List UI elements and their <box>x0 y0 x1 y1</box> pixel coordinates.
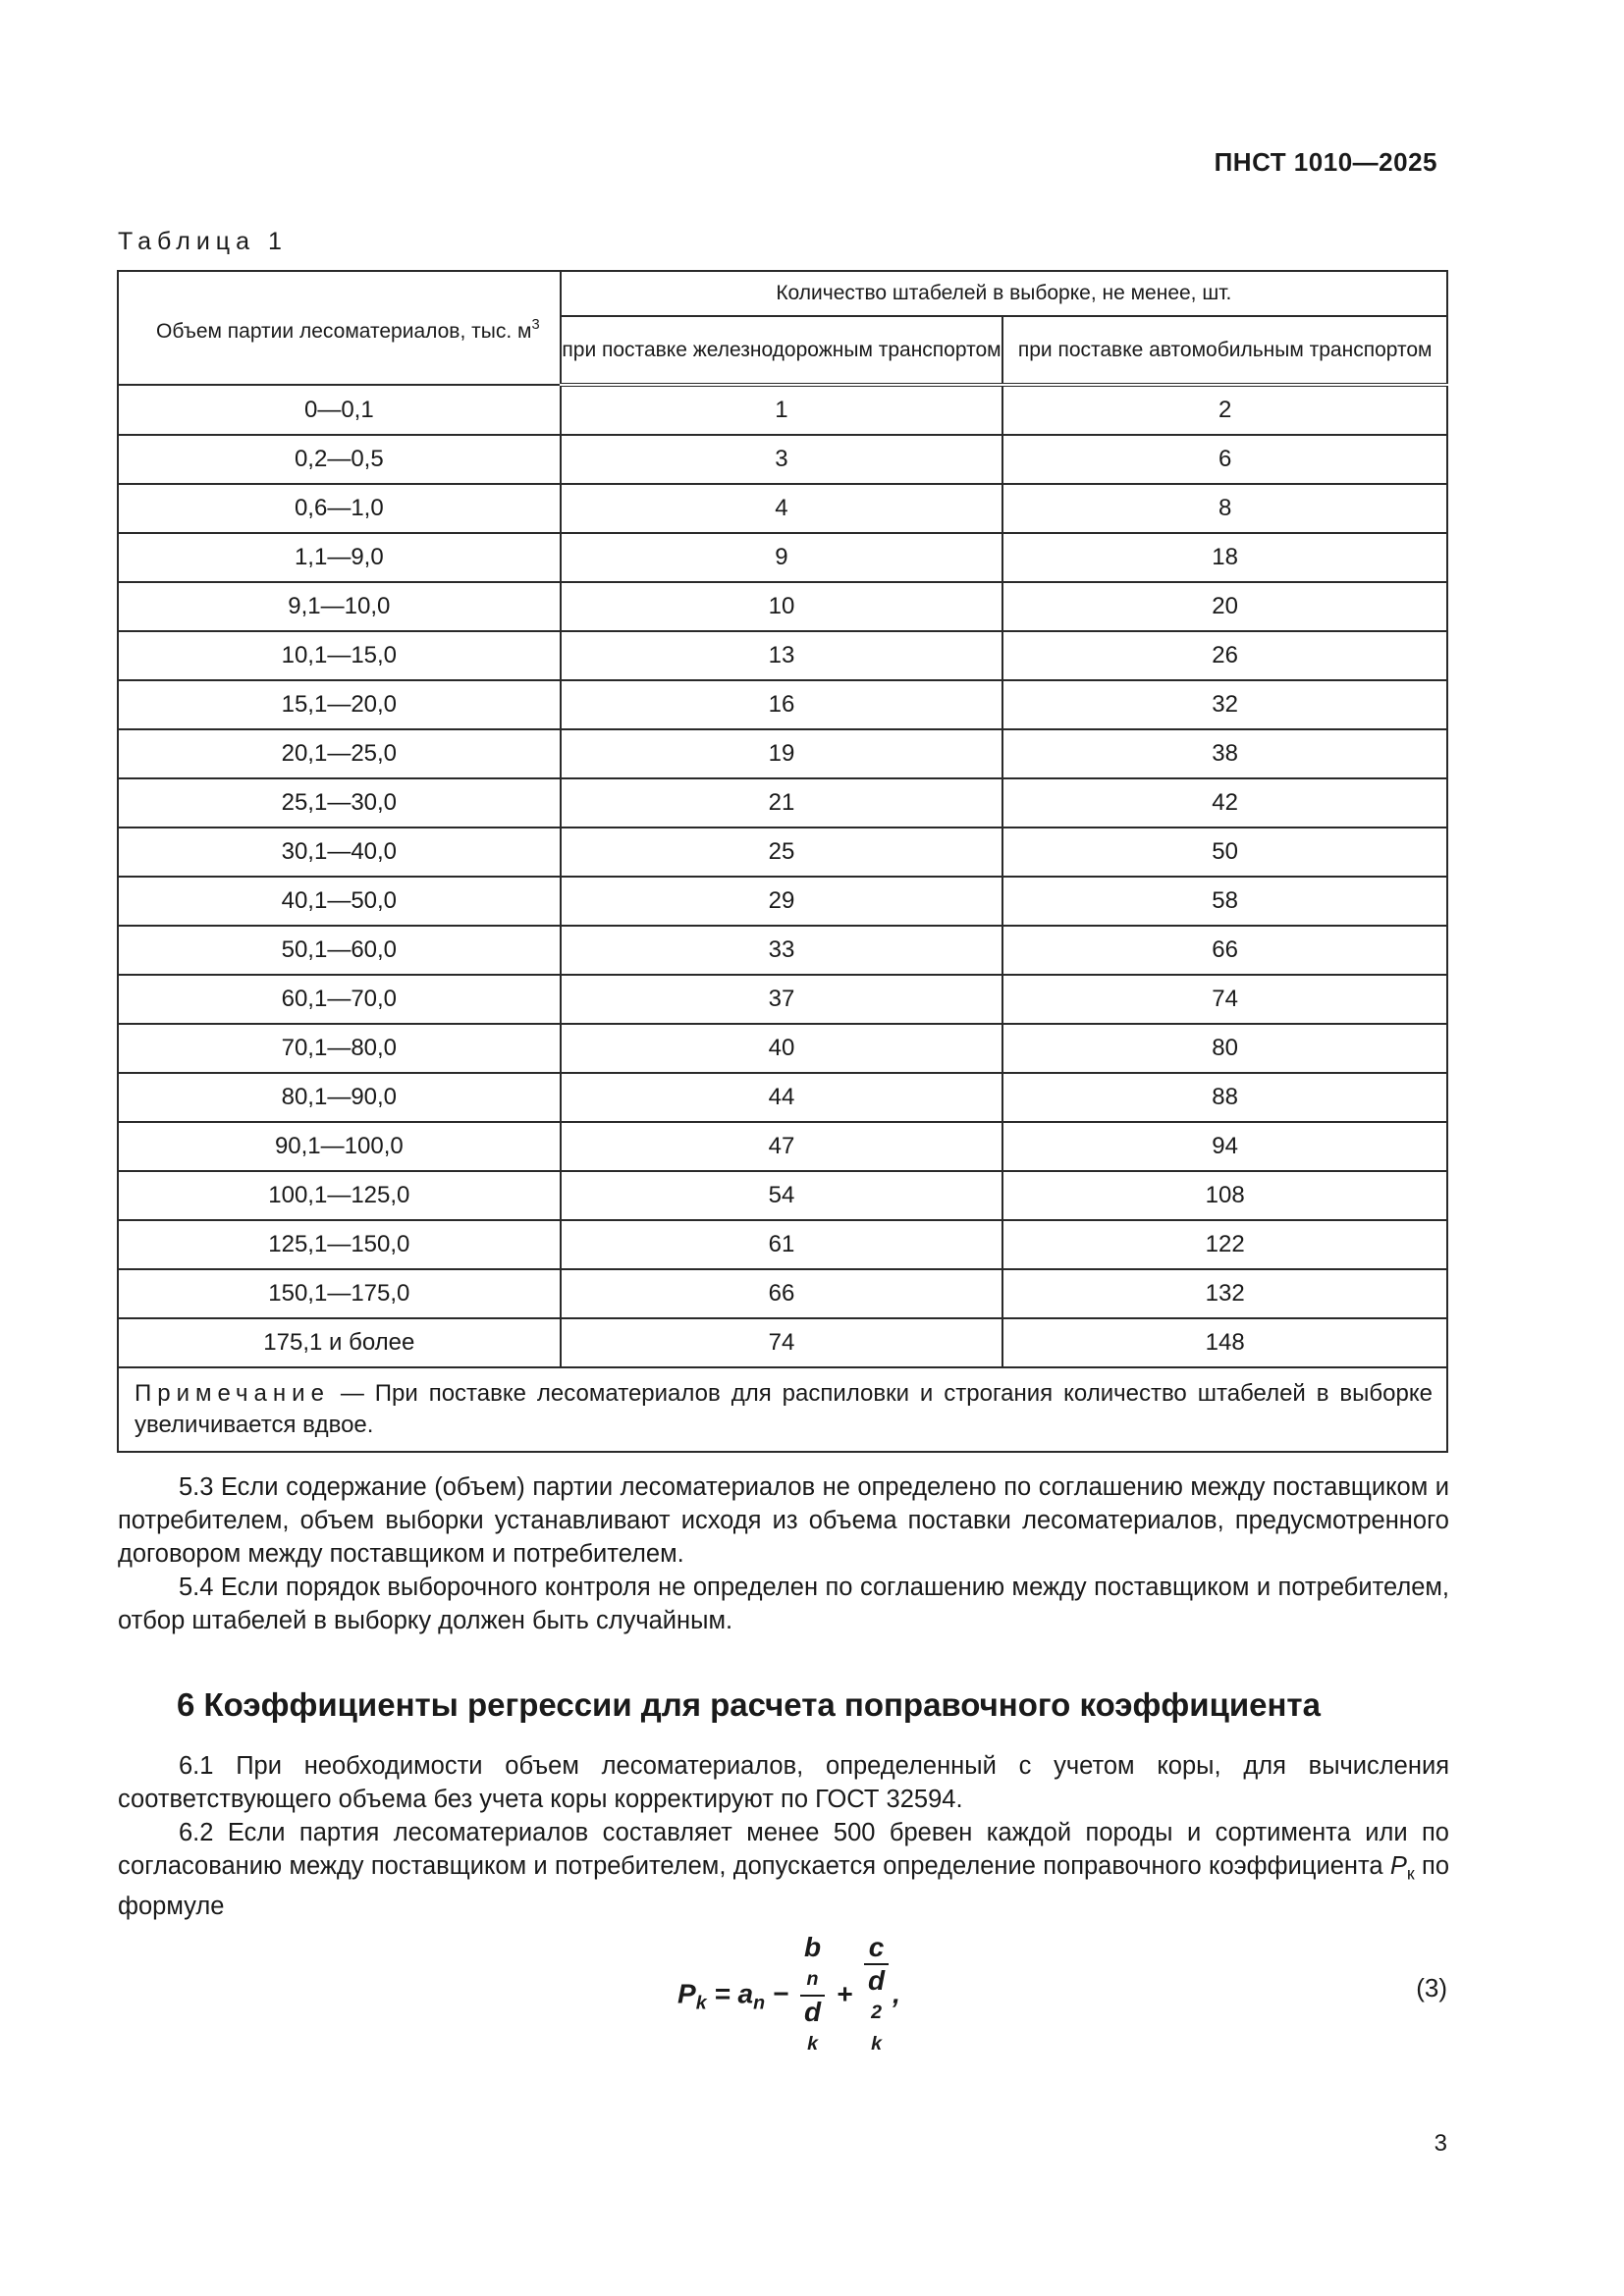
formula-number: (3) <box>1416 1973 1447 2002</box>
auto-count-cell: 26 <box>1002 631 1447 680</box>
auto-count-cell: 66 <box>1002 926 1447 975</box>
table-row <box>118 1024 1447 1073</box>
rail-count-cell: 54 <box>561 1171 1003 1220</box>
section5-text <box>118 1470 1449 1637</box>
rail-column-header: при поставке железнодорожным транспортом <box>561 316 1003 385</box>
rail-count-cell: 61 <box>561 1220 1003 1269</box>
auto-count-cell: 74 <box>1002 975 1447 1024</box>
auto-count-cell: 88 <box>1002 1073 1447 1122</box>
auto-count-cell: 2 <box>1002 385 1447 435</box>
rail-count-cell: 4 <box>561 484 1003 533</box>
auto-count-cell: 18 <box>1002 533 1447 582</box>
note-label: Примечание <box>135 1380 330 1407</box>
rail-count-cell: 25 <box>561 828 1003 877</box>
rail-count-cell: 37 <box>561 975 1003 1024</box>
rail-count-cell: 13 <box>561 631 1003 680</box>
auto-count-cell: 8 <box>1002 484 1447 533</box>
note-text: — При поставке лесоматериалов для распиловки и строгания количество штабелей в выборке увеличивается вдвое. <box>135 1380 1433 1438</box>
table-note <box>118 1367 1447 1452</box>
auto-column-header: при поставке автомобильным транспортом <box>1002 316 1447 385</box>
table-row <box>118 926 1447 975</box>
auto-count-cell: 38 <box>1002 729 1447 778</box>
table-row <box>118 533 1447 582</box>
volume-cell: 150,1—175,0 <box>118 1269 561 1318</box>
auto-count-cell: 148 <box>1002 1318 1447 1367</box>
volume-cell: 0—0,1 <box>118 385 561 435</box>
table-row <box>118 975 1447 1024</box>
auto-count-cell: 6 <box>1002 435 1447 484</box>
auto-count-cell: 58 <box>1002 877 1447 926</box>
section6-heading: 6 Коэффициенты регрессии для расчета поправочного коэффициента <box>177 1686 1321 1723</box>
count-column-header: Количество штабелей в выборке, не менее, шт. <box>561 271 1447 316</box>
paragraph-5-3: 5.3 Если содержание (объем) партии лесоматериалов не определено по соглашению между поставщиком и потребителем, объем выборки устанавливают исходя из объема поставки лесоматериалов, предусмотренного договором между поставщиком и потребителем. <box>118 1473 1449 1568</box>
table-row <box>118 1171 1447 1220</box>
volume-cell: 100,1—125,0 <box>118 1171 561 1220</box>
table-row <box>118 778 1447 828</box>
table-caption: Таблица 1 <box>118 228 288 255</box>
volume-cell: 0,2—0,5 <box>118 435 561 484</box>
sampling-table <box>117 270 1448 1453</box>
auto-count-cell: 132 <box>1002 1269 1447 1318</box>
volume-cell: 80,1—90,0 <box>118 1073 561 1122</box>
auto-count-cell: 32 <box>1002 680 1447 729</box>
rail-count-cell: 10 <box>561 582 1003 631</box>
volume-cell: 175,1 и более <box>118 1318 561 1367</box>
rail-count-cell: 74 <box>561 1318 1003 1367</box>
document-code: ПНСТ 1010—2025 <box>1214 147 1437 177</box>
volume-cell: 25,1—30,0 <box>118 778 561 828</box>
volume-cell: 60,1—70,0 <box>118 975 561 1024</box>
rail-count-cell: 3 <box>561 435 1003 484</box>
auto-count-cell: 50 <box>1002 828 1447 877</box>
rail-count-cell: 29 <box>561 877 1003 926</box>
rail-count-cell: 21 <box>561 778 1003 828</box>
auto-count-cell: 108 <box>1002 1171 1447 1220</box>
volume-cell: 40,1—50,0 <box>118 877 561 926</box>
table-row <box>118 435 1447 484</box>
table-row <box>118 729 1447 778</box>
auto-count-cell: 94 <box>1002 1122 1447 1171</box>
paragraph-5-4: 5.4 Если порядок выборочного контроля не определен по соглашению между поставщиком и потребителем, отбор штабелей в выборку должен быть случайным. <box>118 1574 1449 1634</box>
auto-count-cell: 80 <box>1002 1024 1447 1073</box>
volume-column-header: Объем партии лесоматериалов, тыс. $м^3$ <box>118 271 561 385</box>
table-row <box>118 680 1447 729</box>
volume-cell: 1,1—9,0 <box>118 533 561 582</box>
table-row <box>118 1073 1447 1122</box>
table-row <box>118 828 1447 877</box>
rail-count-cell: 1 <box>561 385 1003 435</box>
table-row <box>118 631 1447 680</box>
auto-count-cell: 42 <box>1002 778 1447 828</box>
rail-count-cell: 66 <box>561 1269 1003 1318</box>
volume-cell: 0,6—1,0 <box>118 484 561 533</box>
table-row <box>118 1269 1447 1318</box>
volume-cell: 90,1—100,0 <box>118 1122 561 1171</box>
rail-count-cell: 16 <box>561 680 1003 729</box>
table-row <box>118 877 1447 926</box>
volume-cell: 70,1—80,0 <box>118 1024 561 1073</box>
rail-count-cell: 47 <box>561 1122 1003 1171</box>
table-row <box>118 484 1447 533</box>
auto-count-cell: 20 <box>1002 582 1447 631</box>
volume-cell: 125,1—150,0 <box>118 1220 561 1269</box>
table-row <box>118 1318 1447 1367</box>
paragraph-6-1: 6.1 При необходимости объем лесоматериалов, определенный с учетом коры, для вычисления соответствующего объема без учета коры корректируют по ГОСТ 32594. <box>118 1752 1449 1813</box>
auto-count-cell: 122 <box>1002 1220 1447 1269</box>
rail-count-cell: 9 <box>561 533 1003 582</box>
rail-count-cell: 40 <box>561 1024 1003 1073</box>
rail-count-cell: 19 <box>561 729 1003 778</box>
volume-cell: 50,1—60,0 <box>118 926 561 975</box>
table-row <box>118 1220 1447 1269</box>
volume-cell: 15,1—20,0 <box>118 680 561 729</box>
paragraph-6-2: 6.2 Если партия лесоматериалов составляет менее 500 бревен каждой породы и сортимента или по согласованию между поставщиком и потребителем, допускается определение поправочного коэффициента $P_к$ по формуле <box>118 1819 1450 1921</box>
formula-3: $P_k = a_n$ − b n d k + c d 2 k , <box>677 1932 900 2055</box>
page-number: 3 <box>1434 2130 1447 2157</box>
volume-cell: 10,1—15,0 <box>118 631 561 680</box>
rail-count-cell: 44 <box>561 1073 1003 1122</box>
rail-count-cell: 33 <box>561 926 1003 975</box>
volume-cell: 30,1—40,0 <box>118 828 561 877</box>
section6-text <box>118 1749 1449 1923</box>
volume-cell: 20,1—25,0 <box>118 729 561 778</box>
volume-cell: 9,1—10,0 <box>118 582 561 631</box>
table-row <box>118 1122 1447 1171</box>
table-row <box>118 582 1447 631</box>
table-row <box>118 385 1447 435</box>
